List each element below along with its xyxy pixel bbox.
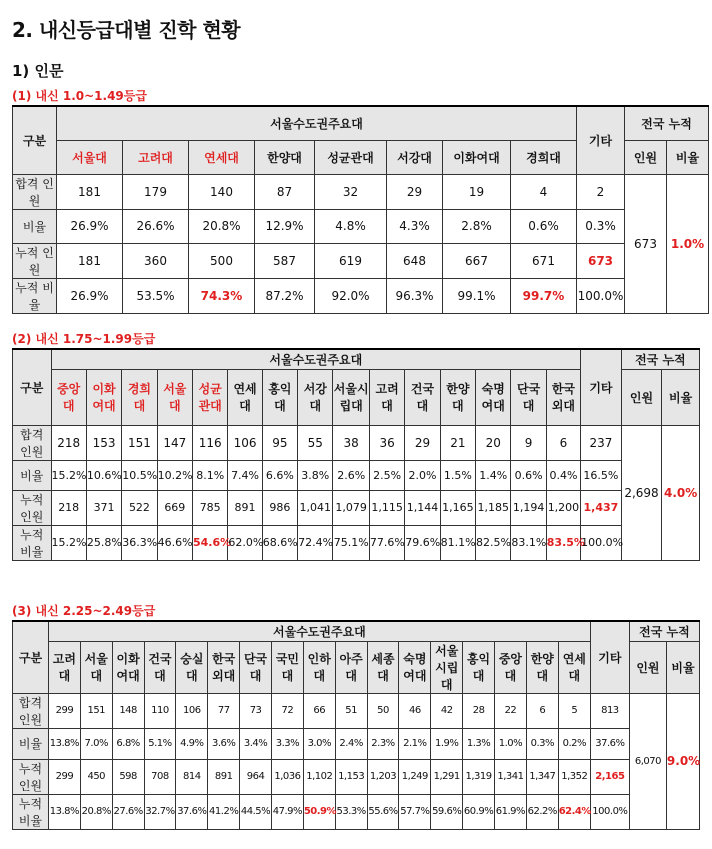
data-cell: 15.2% [51, 525, 86, 560]
data-cell: 32.7% [144, 794, 176, 829]
data-cell: 116 [193, 425, 228, 460]
data-cell: 44.5% [240, 794, 272, 829]
national-header: 전국 누적 [625, 106, 709, 140]
data-cell: 72.4% [298, 525, 333, 560]
data-cell: 10.6% [86, 460, 121, 490]
data-cell: 785 [193, 490, 228, 525]
data-cell: 55 [298, 425, 333, 460]
region-header: 서울수도권주요대 [48, 621, 590, 641]
data-cell: 28 [463, 693, 495, 728]
data-cell: 299 [48, 759, 80, 794]
data-cell: 83.5% [546, 525, 580, 560]
row-label: 합격 인원 [13, 425, 52, 460]
data-cell: 3.3% [271, 728, 303, 759]
data-cell: 87 [255, 174, 315, 209]
data-cell: 72 [271, 693, 303, 728]
data-cell: 4.9% [176, 728, 208, 759]
data-cell: 61.9% [495, 794, 527, 829]
data-cell: 1,319 [463, 759, 495, 794]
data-cell: 110 [144, 693, 176, 728]
data-cell: 6.6% [262, 460, 297, 490]
national-people: 673 [625, 174, 667, 313]
data-cell: 0.6% [511, 209, 577, 243]
data-cell: 1,079 [333, 490, 369, 525]
data-cell: 151 [122, 425, 157, 460]
data-cell: 1,200 [546, 490, 580, 525]
university-header: 숙명여대 [476, 369, 511, 425]
data-cell: 667 [443, 243, 511, 278]
data-cell: 100.0% [577, 278, 625, 313]
data-cell: 140 [189, 174, 255, 209]
university-header: 서강대 [298, 369, 333, 425]
row-label: 누적 인원 [13, 243, 57, 278]
national-people: 6,070 [629, 693, 666, 829]
row-label: 누적 인원 [13, 490, 52, 525]
data-cell: 32 [315, 174, 387, 209]
data-cell: 964 [240, 759, 272, 794]
table-row [13, 759, 700, 794]
data-cell: 1,115 [369, 490, 404, 525]
university-header: 홍익대 [262, 369, 297, 425]
university-header: 중앙대 [51, 369, 86, 425]
university-header: 이화여대 [443, 140, 511, 174]
grade-table-3 [12, 620, 700, 830]
national-header: 전국 누적 [629, 621, 699, 641]
data-cell: 814 [176, 759, 208, 794]
data-cell: 106 [228, 425, 262, 460]
data-cell: 1,153 [335, 759, 367, 794]
table-row [13, 794, 700, 829]
data-cell: 671 [511, 243, 577, 278]
data-cell: 95 [262, 425, 297, 460]
data-cell: 4 [511, 174, 577, 209]
data-cell: 986 [262, 490, 297, 525]
data-cell: 96.3% [387, 278, 443, 313]
data-cell: 87.2% [255, 278, 315, 313]
data-cell: 99.1% [443, 278, 511, 313]
data-cell: 6.8% [112, 728, 144, 759]
data-cell: 10.5% [122, 460, 157, 490]
university-header: 연세대 [189, 140, 255, 174]
row-label: 누적 비율 [13, 525, 52, 560]
university-header: 한양대 [440, 369, 475, 425]
university-header: 경희대 [122, 369, 157, 425]
data-cell: 12.9% [255, 209, 315, 243]
table-row [13, 460, 700, 490]
university-header: 연세대 [558, 641, 590, 693]
data-cell: 36 [369, 425, 404, 460]
data-cell: 54.6% [193, 525, 228, 560]
data-cell: 1,291 [431, 759, 463, 794]
data-cell: 708 [144, 759, 176, 794]
data-cell: 0.4% [546, 460, 580, 490]
data-cell: 5.1% [144, 728, 176, 759]
data-cell: 6 [526, 693, 558, 728]
data-cell: 2.3% [367, 728, 399, 759]
data-cell: 7.0% [80, 728, 112, 759]
data-cell: 5 [558, 693, 590, 728]
row-label: 누적 비율 [13, 278, 57, 313]
university-header: 성균관대 [315, 140, 387, 174]
data-cell: 1,185 [476, 490, 511, 525]
data-cell: 1,352 [558, 759, 590, 794]
data-cell: 26.9% [57, 278, 123, 313]
table-row [13, 525, 700, 560]
data-cell: 1,347 [526, 759, 558, 794]
data-cell: 2.4% [335, 728, 367, 759]
data-cell: 4.8% [315, 209, 387, 243]
university-header: 건국대 [144, 641, 176, 693]
data-cell: 73 [240, 693, 272, 728]
data-cell: 25.8% [86, 525, 121, 560]
data-cell: 55.6% [367, 794, 399, 829]
data-cell: 2.5% [369, 460, 404, 490]
data-cell: 21 [440, 425, 475, 460]
data-cell: 1,249 [399, 759, 431, 794]
data-cell: 1,437 [581, 490, 622, 525]
data-cell: 619 [315, 243, 387, 278]
university-header: 한국외대 [546, 369, 580, 425]
data-cell: 299 [48, 693, 80, 728]
data-cell: 181 [57, 174, 123, 209]
data-cell: 587 [255, 243, 315, 278]
data-cell: 66 [303, 693, 335, 728]
data-cell: 0.3% [526, 728, 558, 759]
data-cell: 1,165 [440, 490, 475, 525]
data-cell: 3.4% [240, 728, 272, 759]
data-cell: 181 [57, 243, 123, 278]
university-header: 국민대 [271, 641, 303, 693]
table-row [13, 490, 700, 525]
data-cell: 2.6% [333, 460, 369, 490]
data-cell: 26.9% [57, 209, 123, 243]
data-cell: 1,341 [495, 759, 527, 794]
data-cell: 22 [495, 693, 527, 728]
data-cell: 1,036 [271, 759, 303, 794]
data-cell: 106 [176, 693, 208, 728]
data-cell: 29 [405, 425, 440, 460]
university-header: 단국대 [511, 369, 546, 425]
university-header: 홍익대 [463, 641, 495, 693]
university-header: 한국외대 [208, 641, 240, 693]
university-header: 경희대 [511, 140, 577, 174]
data-cell: 62.4% [558, 794, 590, 829]
data-cell: 151 [80, 693, 112, 728]
university-header: 단국대 [240, 641, 272, 693]
data-cell: 6 [546, 425, 580, 460]
university-header: 중앙대 [495, 641, 527, 693]
data-cell: 648 [387, 243, 443, 278]
data-cell: 62.0% [228, 525, 262, 560]
data-cell: 75.1% [333, 525, 369, 560]
other-header: 기타 [577, 106, 625, 174]
data-cell: 38 [333, 425, 369, 460]
data-cell: 3.6% [208, 728, 240, 759]
section-title: 1) 인문 [12, 62, 64, 80]
data-cell: 79.6% [405, 525, 440, 560]
university-header: 서울대 [57, 140, 123, 174]
data-cell: 19 [443, 174, 511, 209]
national-header: 전국 누적 [621, 349, 699, 369]
data-cell: 813 [590, 693, 629, 728]
university-header: 고려대 [369, 369, 404, 425]
data-cell: 83.1% [511, 525, 546, 560]
table-row [13, 243, 709, 278]
data-cell: 1,203 [367, 759, 399, 794]
data-cell: 57.7% [399, 794, 431, 829]
table2-caption: (2) 내신 1.75~1.99등급 [12, 332, 156, 346]
data-cell: 2,165 [590, 759, 629, 794]
category-header: 구분 [13, 106, 57, 174]
region-header: 서울수도권주요대 [51, 349, 581, 369]
data-cell: 500 [189, 243, 255, 278]
university-header: 서울시립대 [431, 641, 463, 693]
data-cell: 0.3% [577, 209, 625, 243]
region-header: 서울수도권주요대 [57, 106, 577, 140]
university-header: 숙명여대 [399, 641, 431, 693]
university-header: 세종대 [367, 641, 399, 693]
data-cell: 1,194 [511, 490, 546, 525]
data-cell: 51 [335, 693, 367, 728]
data-cell: 8.1% [193, 460, 228, 490]
university-header: 서울대 [80, 641, 112, 693]
table-row [13, 728, 700, 759]
data-cell: 522 [122, 490, 157, 525]
row-label: 비율 [13, 209, 57, 243]
data-cell: 891 [228, 490, 262, 525]
national-ratio-header: 비율 [666, 641, 699, 693]
data-cell: 37.6% [590, 728, 629, 759]
table-row [13, 425, 700, 460]
data-cell: 669 [157, 490, 192, 525]
data-cell: 53.5% [123, 278, 189, 313]
national-people-header: 인원 [621, 369, 662, 425]
university-header: 건국대 [405, 369, 440, 425]
data-cell: 60.9% [463, 794, 495, 829]
data-cell: 218 [51, 425, 86, 460]
data-cell: 50.9% [303, 794, 335, 829]
national-ratio: 1.0% [667, 174, 709, 313]
university-header: 연세대 [228, 369, 262, 425]
category-header: 구분 [13, 349, 52, 425]
data-cell: 218 [51, 490, 86, 525]
data-cell: 62.2% [526, 794, 558, 829]
data-cell: 237 [581, 425, 622, 460]
data-cell: 36.3% [122, 525, 157, 560]
data-cell: 20.8% [80, 794, 112, 829]
data-cell: 371 [86, 490, 121, 525]
data-cell: 0.6% [511, 460, 546, 490]
row-label: 합격 인원 [13, 174, 57, 209]
data-cell: 3.0% [303, 728, 335, 759]
data-cell: 4.3% [387, 209, 443, 243]
data-cell: 100.0% [581, 525, 622, 560]
other-header: 기타 [590, 621, 629, 693]
university-header: 인하대 [303, 641, 335, 693]
table1-caption: (1) 내신 1.0~1.49등급 [12, 89, 147, 103]
data-cell: 1.4% [476, 460, 511, 490]
data-cell: 42 [431, 693, 463, 728]
data-cell: 1.9% [431, 728, 463, 759]
data-cell: 13.8% [48, 728, 80, 759]
table-row [13, 693, 700, 728]
table-row [13, 278, 709, 313]
university-header: 아주대 [335, 641, 367, 693]
university-header: 한양대 [255, 140, 315, 174]
data-cell: 27.6% [112, 794, 144, 829]
national-people: 2,698 [621, 425, 662, 560]
data-cell: 26.6% [123, 209, 189, 243]
university-header: 숭실대 [176, 641, 208, 693]
university-header: 고려대 [48, 641, 80, 693]
data-cell: 59.6% [431, 794, 463, 829]
data-cell: 0.2% [558, 728, 590, 759]
other-header: 기타 [581, 349, 622, 425]
row-label: 비율 [13, 460, 52, 490]
page-title: 2. 내신등급대별 진학 현황 [12, 18, 241, 42]
national-ratio: 9.0% [666, 693, 699, 829]
data-cell: 20.8% [189, 209, 255, 243]
data-cell: 1,102 [303, 759, 335, 794]
data-cell: 46 [399, 693, 431, 728]
data-cell: 2.0% [405, 460, 440, 490]
data-cell: 10.2% [157, 460, 192, 490]
data-cell: 2.1% [399, 728, 431, 759]
data-cell: 7.4% [228, 460, 262, 490]
row-label: 누적 인원 [13, 759, 49, 794]
national-people-header: 인원 [625, 140, 667, 174]
data-cell: 92.0% [315, 278, 387, 313]
data-cell: 2.8% [443, 209, 511, 243]
university-header: 한양대 [526, 641, 558, 693]
data-cell: 148 [112, 693, 144, 728]
table-row [13, 174, 709, 209]
data-cell: 598 [112, 759, 144, 794]
national-ratio-header: 비율 [662, 369, 700, 425]
data-cell: 1.0% [495, 728, 527, 759]
row-label: 합격 인원 [13, 693, 49, 728]
university-header: 서울대 [157, 369, 192, 425]
data-cell: 147 [157, 425, 192, 460]
national-ratio-header: 비율 [667, 140, 709, 174]
data-cell: 53.3% [335, 794, 367, 829]
data-cell: 37.6% [176, 794, 208, 829]
data-cell: 74.3% [189, 278, 255, 313]
data-cell: 46.6% [157, 525, 192, 560]
data-cell: 1.5% [440, 460, 475, 490]
data-cell: 15.2% [51, 460, 86, 490]
data-cell: 2 [577, 174, 625, 209]
data-cell: 3.8% [298, 460, 333, 490]
data-cell: 29 [387, 174, 443, 209]
data-cell: 1,041 [298, 490, 333, 525]
data-cell: 77.6% [369, 525, 404, 560]
data-cell: 153 [86, 425, 121, 460]
data-cell: 13.8% [48, 794, 80, 829]
data-cell: 1.3% [463, 728, 495, 759]
data-cell: 100.0% [590, 794, 629, 829]
national-people-header: 인원 [629, 641, 666, 693]
data-cell: 41.2% [208, 794, 240, 829]
table3-caption: (3) 내신 2.25~2.49등급 [12, 604, 156, 618]
data-cell: 891 [208, 759, 240, 794]
row-label: 비율 [13, 728, 49, 759]
row-label: 누적 비율 [13, 794, 49, 829]
university-header: 서울시립대 [333, 369, 369, 425]
data-cell: 68.6% [262, 525, 297, 560]
data-cell: 16.5% [581, 460, 622, 490]
data-cell: 9 [511, 425, 546, 460]
data-cell: 450 [80, 759, 112, 794]
university-header: 이화여대 [112, 641, 144, 693]
data-cell: 179 [123, 174, 189, 209]
table-row [13, 209, 709, 243]
data-cell: 1,144 [405, 490, 440, 525]
university-header: 고려대 [123, 140, 189, 174]
data-cell: 81.1% [440, 525, 475, 560]
data-cell: 77 [208, 693, 240, 728]
university-header: 이화여대 [86, 369, 121, 425]
data-cell: 360 [123, 243, 189, 278]
data-cell: 673 [577, 243, 625, 278]
data-cell: 47.9% [271, 794, 303, 829]
category-header: 구분 [13, 621, 49, 693]
grade-table-1 [12, 105, 709, 314]
data-cell: 20 [476, 425, 511, 460]
data-cell: 50 [367, 693, 399, 728]
data-cell: 99.7% [511, 278, 577, 313]
national-ratio: 4.0% [662, 425, 700, 560]
data-cell: 82.5% [476, 525, 511, 560]
grade-table-2 [12, 348, 700, 561]
university-header: 서강대 [387, 140, 443, 174]
university-header: 성균관대 [193, 369, 228, 425]
